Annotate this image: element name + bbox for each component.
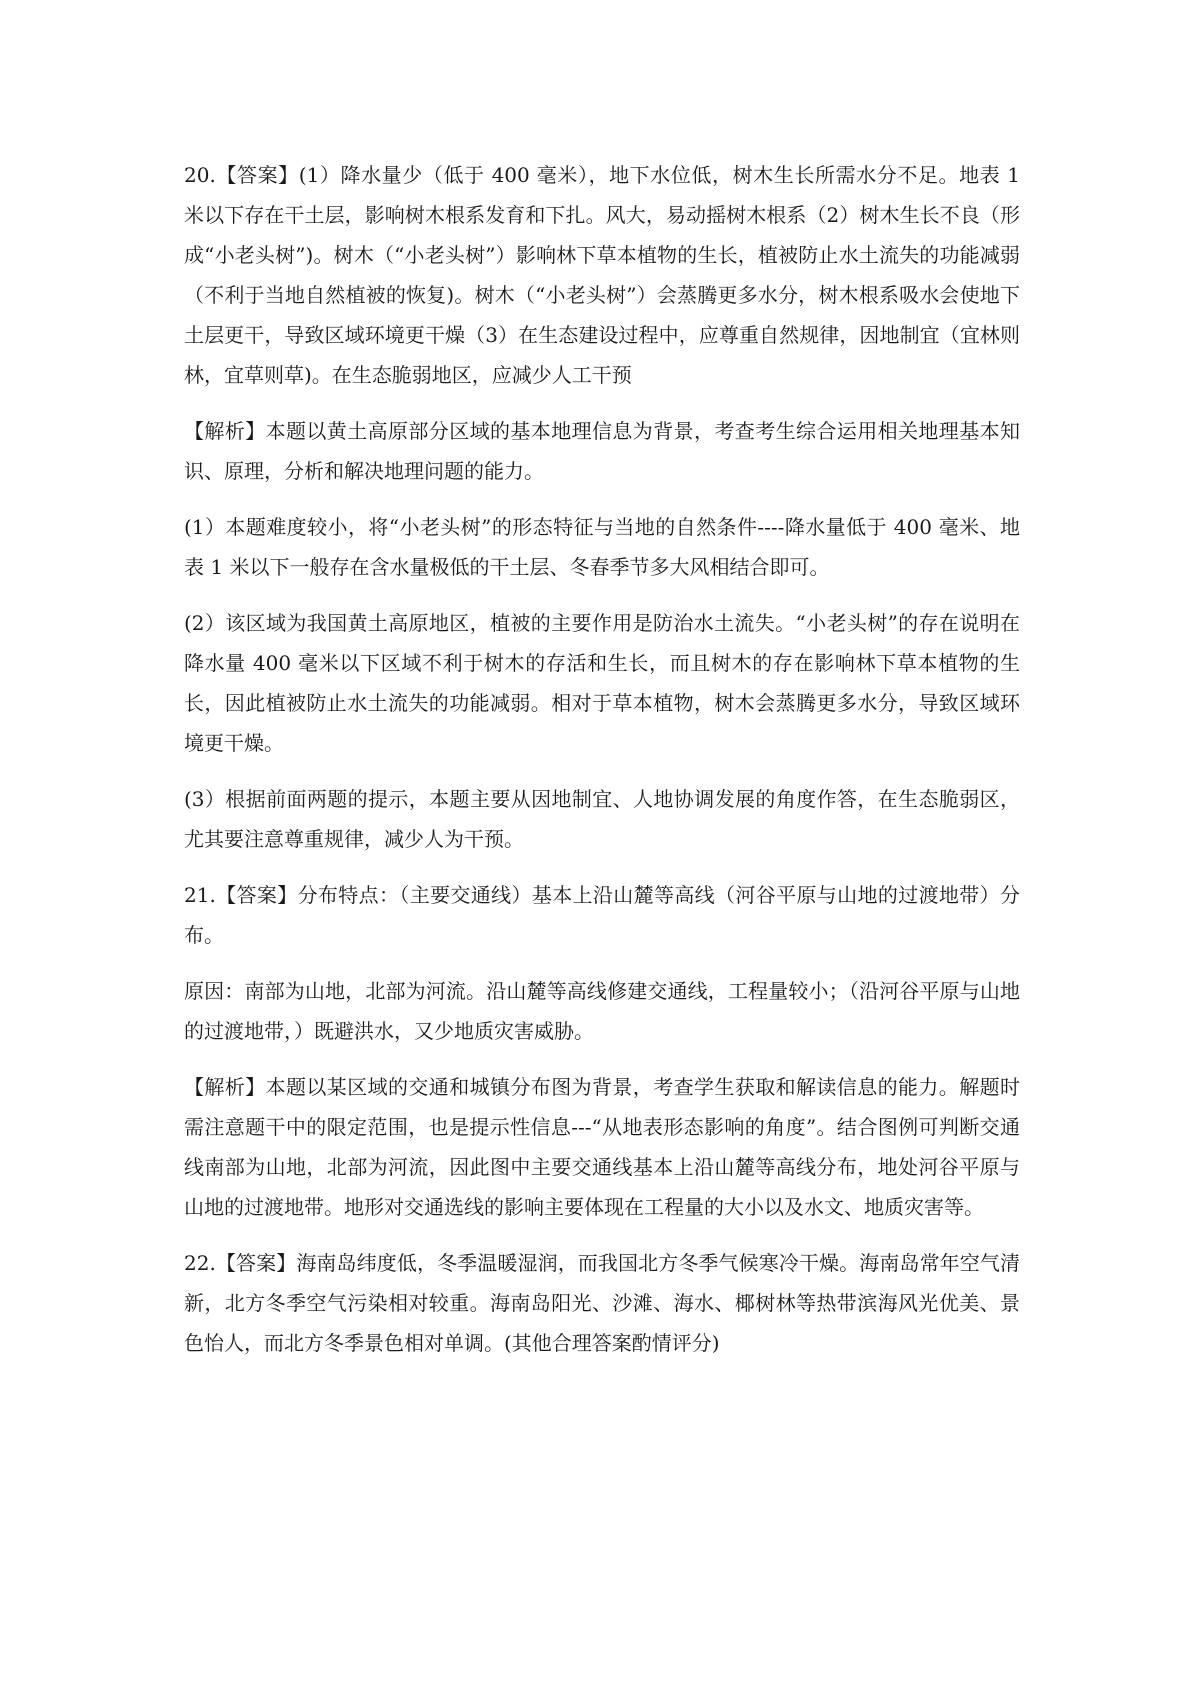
- analysis-20-intro: 【解析】本题以黄土高原部分区域的基本地理信息为背景，考查考生综合运用相关地理基本知识、原理，分析和解决地理问题的能力。: [184, 419, 1020, 483]
- answer-20-text: 20.【答案】(1）降水量少（低于 400 毫米），地下水位低，树木生长所需水分不足。地表 1 米以下存在干土层，影响树木根系发育和下扎。风大，易动摇树木根系（2）树木生长不良（形成“小老头树”)。树木（“小老头树”）影响林下草本植物的生长，植被防止水土流失的功能减弱（不利于当地自然植被的恢复)。树木（“小老头树”）会蒸腾更多水分，树木根系吸水会使地下土层更干，导致区域环境更干燥（3）在生态建设过程中，应尊重自然规律，因地制宜（宜林则林，宜草则草)。在生态脆弱地区，应减少人工干预: [184, 163, 1020, 387]
- analysis-20-part-2: (2）该区域为我国黄土高原地区，植被的主要作用是防治水土流失。“小老头树”的存在说明在降水量 400 毫米以下区域不利于树木的存活和生长，而且树木的存在影响林下草本植物的生长，因此植被防止水土流失的功能减弱。相对于草本植物，树木会蒸腾更多水分，导致区域环境更干燥。: [184, 611, 1020, 755]
- answer-document: [184, 155, 1020, 1379]
- answer-21-text: 21.【答案】分布特点：（主要交通线）基本上沿山麓等高线（河谷平原与山地的过渡地带）分布。: [184, 883, 1020, 947]
- answer-22-text: 22.【答案】海南岛纬度低，冬季温暖湿润，而我国北方冬季气候寒冷干燥。海南岛常年空气清新，北方冬季空气污染相对较重。海南岛阳光、沙滩、海水、椰树林等热带滨海风光优美、景色怡人，而北方冬季景色相对单调。(其他合理答案酌情评分): [184, 1251, 1020, 1355]
- analysis-20-part-1: (1）本题难度较小，将“小老头树”的形态特征与当地的自然条件----降水量低于 400 毫米、地表 1 米以下一般存在含水量极低的干土层、冬春季节多大风相结合即可。: [184, 515, 1020, 579]
- analysis-20-part-3: (3）根据前面两题的提示，本题主要从因地制宜、人地协调发展的角度作答，在生态脆弱区，尤其要注意尊重规律，减少人为干预。: [184, 787, 1020, 851]
- answer-21-reason: 原因：南部为山地，北部为河流。沿山麓等高线修建交通线，工程量较小；（沿河谷平原与山地的过渡地带，）既避洪水，又少地质灾害威胁。: [184, 979, 1020, 1043]
- analysis-21-text: 【解析】本题以某区域的交通和城镇分布图为背景，考查学生获取和解读信息的能力。解题时需注意题干中的限定范围，也是提示性信息---“从地表形态影响的角度”。结合图例可判断交通线南部为山地，北部为河流，因此图中主要交通线基本上沿山麓等高线分布，地处河谷平原与山地的过渡地带。地形对交通选线的影响主要体现在工程量的大小以及水文、地质灾害等。: [184, 1075, 1020, 1219]
